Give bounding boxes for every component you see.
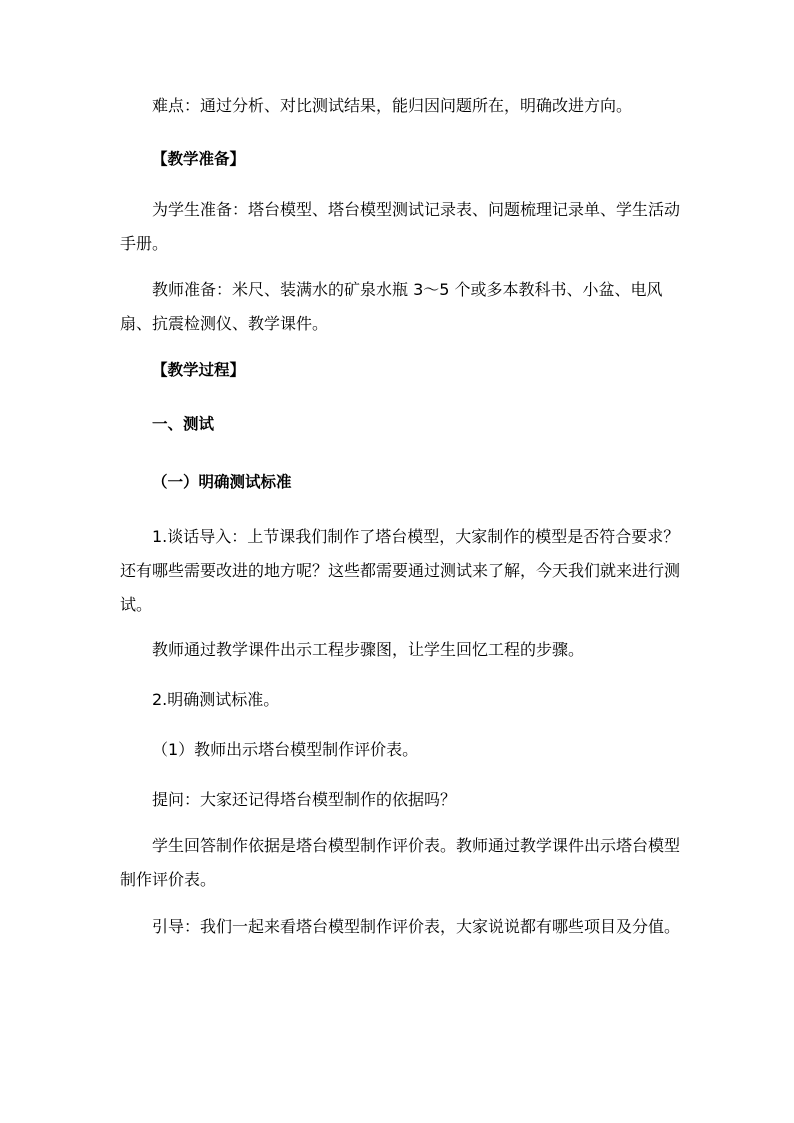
student-prep-paragraph: 为学生准备：塔台模型、塔台模型测试记录表、问题梳理记录单、学生活动手册。 (120, 200, 681, 253)
student-answer-paragraph: 学生回答制作依据是塔台模型制作评价表。教师通过教学课件出示塔台模型制作评价表。 (120, 836, 681, 889)
teaching-process-heading: 【教学过程】 (152, 361, 246, 379)
teacher-prep-paragraph: 教师准备：米尺、装满水的矿泉水瓶 3～5 个或多本教科书、小盆、电风扇、抗震检测仪、教学课件。 (120, 280, 663, 333)
teaching-prep-heading: 【教学准备】 (152, 150, 246, 168)
item-2-paragraph: 2.明确测试标准。 (152, 690, 280, 709)
item-2-1-paragraph: （1）教师出示塔台模型制作评价表。 (152, 740, 419, 759)
subsection-heading-standards: （一）明确测试标准 (152, 473, 292, 491)
section-heading-test: 一、测试 (152, 415, 215, 433)
difficulty-paragraph: 难点：通过分析、对比测试结果，能归因问题所在，明确改进方向。 (152, 96, 633, 115)
question-paragraph: 提问：大家还记得塔台模型制作的依据吗？ (152, 790, 457, 809)
guide-paragraph: 引导：我们一起来看塔台模型制作评价表，大家说说都有哪些项目及分值。 (152, 917, 681, 936)
item-1-paragraph: 1.谈话导入：上节课我们制作了塔台模型，大家制作的模型是否符合要求？还有哪些需要改进的地方呢？这些都需要通过测试来了解，今天我们就来进行测试。 (120, 527, 681, 614)
teacher-show-steps-paragraph: 教师通过教学课件出示工程步骤图，让学生回忆工程的步骤。 (152, 640, 585, 659)
